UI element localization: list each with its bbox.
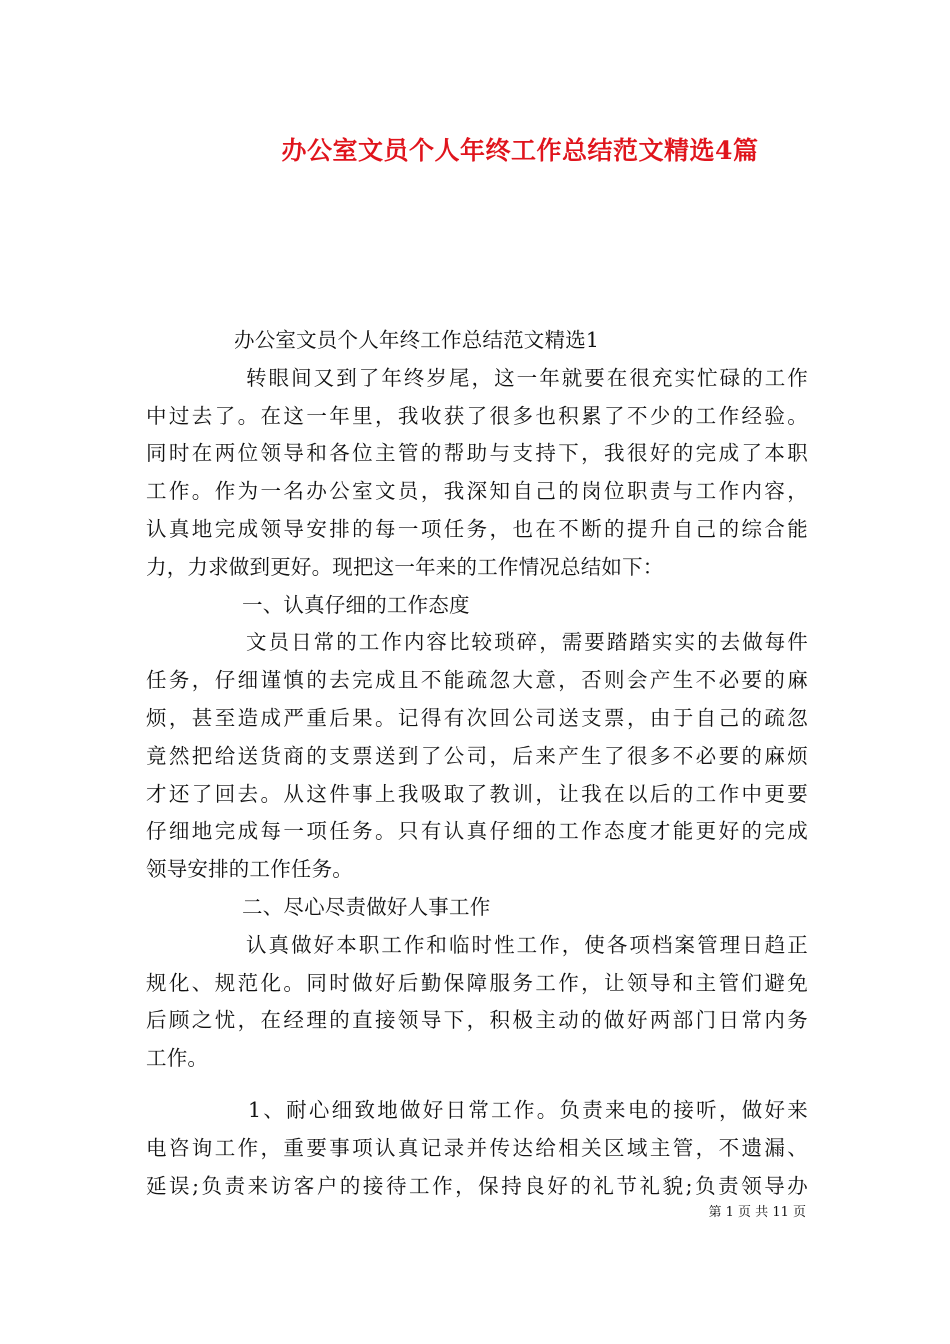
document-title: 办公室文员个人年终工作总结范文精选4篇 — [281, 136, 759, 165]
paragraph-line: 文员日常的工作内容比较琐碎，需要踏踏实实的去做每件 — [246, 630, 808, 655]
paragraph-line: 才还了回去。从这件事上我吸取了教训，让我在以后的工作中更要 — [146, 781, 808, 806]
paragraph-line: 后顾之忧，在经理的直接领导下，积极主动的做好两部门日常内务 — [146, 1008, 808, 1033]
paragraph-line: 烦，甚至造成严重后果。记得有次回公司送支票，由于自己的疏忽 — [146, 705, 808, 730]
document-body — [146, 322, 808, 1205]
paragraph-line: 工作。作为一名办公室文员，我深知自己的岗位职责与工作内容， — [146, 479, 808, 504]
paragraph-line: 同时在两位领导和各位主管的帮助与支持下，我很好的完成了本职 — [146, 441, 808, 466]
sub-heading: 一、认真仔细的工作态度 — [242, 592, 470, 617]
section-heading: 办公室文员个人年终工作总结范文精选1 — [234, 328, 600, 352]
paragraph-line: 转眼间又到了年终岁尾，这一年就要在很充实忙碌的工作 — [246, 365, 808, 390]
paragraph-line: 认真地完成领导安排的每一项任务，也在不断的提升自己的综合能 — [146, 516, 808, 541]
paragraph-line: 仔细地完成每一项任务。只有认真仔细的工作态度才能更好的完成 — [146, 819, 808, 844]
paragraph-line: 1、耐心细致地做好日常工作。负责来电的接听，做好来 — [248, 1097, 808, 1122]
page-number-footer: 第 1 页 共 11 页 — [708, 1205, 806, 1220]
document-title-row — [0, 131, 950, 171]
paragraph-line: 力，力求做到更好。现把这一年来的工作情况总结如下： — [146, 554, 664, 579]
paragraph-line: 领导安排的工作任务。 — [146, 857, 353, 882]
sub-heading: 二、尽心尽责做好人事工作 — [242, 894, 491, 919]
paragraph-line: 中过去了。在这一年里，我收获了很多也积累了不少的工作经验。 — [146, 403, 808, 428]
paragraph-line: 认真做好本职工作和临时性工作，使各项档案管理日趋正 — [246, 932, 808, 957]
paragraph-line: 任务，仔细谨慎的去完成且不能疏忽大意，否则会产生不必要的麻 — [146, 668, 808, 693]
paragraph-line: 规化、规范化。同时做好后勤保障服务工作，让领导和主管们避免 — [146, 970, 808, 995]
paragraph-line: 延误;负责来访客户的接待工作，保持良好的礼节礼貌;负责领导办 — [146, 1173, 808, 1198]
paragraph-line: 电咨询工作，重要事项认真记录并传达给相关区域主管，不遗漏、 — [146, 1135, 808, 1160]
paragraph-line: 竟然把给送货商的支票送到了公司，后来产生了很多不必要的麻烦 — [146, 743, 808, 768]
paragraph-gap — [146, 1078, 808, 1092]
paragraph-line: 工作。 — [146, 1046, 209, 1071]
